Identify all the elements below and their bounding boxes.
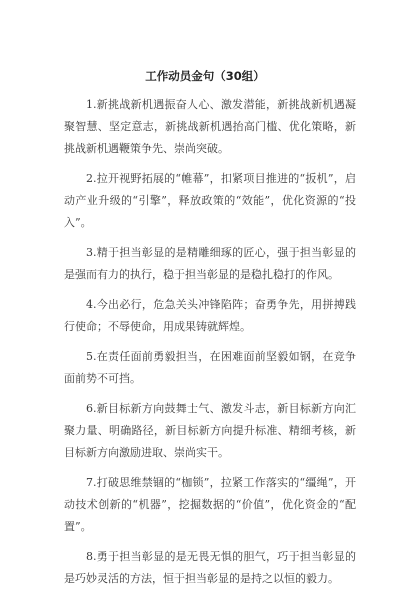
document-body (64, 94, 356, 598)
paragraph-4: 4.今出必行，危急关头冲锋陷阵；奋勇争先，用拼搏践行使命；不辱使命，用成果铸就辉煌。 (64, 298, 356, 333)
paragraph-1: 1.新挑战新机遇振奋人心、激发潜能，新挑战新机遇凝聚智慧、坚定意志，新挑战新机遇抬高门槛、优化策略，新挑战新机遇鞭策争先、崇尚突破。 (64, 98, 356, 155)
paragraph-8: 8.勇于担当彰显的是无畏无惧的胆气，巧于担当彰显的是巧妙灵活的方法，恒于担当彰显的是持之以恒的毅力。 (64, 550, 356, 585)
document-title: 工作动员金句（30组） (145, 69, 265, 83)
paragraph-5: 5.在责任面前勇毅担当，在困难面前坚毅如钢，在竞争面前势不可挡。 (64, 350, 356, 385)
paragraph-6: 6.新目标新方向鼓舞士气、激发斗志，新目标新方向汇聚力量、明确路径，新目标新方向提升标准、精细考核，新目标新方向激励进取、崇尚实干。 (64, 402, 356, 459)
paragraph-7: 7.打破思维禁锢的“枷锁”，拉紧工作落实的“缰绳”，开动技术创新的“机器”，挖掘数据的“价值”，优化资金的“配置”。 (64, 476, 356, 533)
paragraph-3: 3.精于担当彰显的是精雕细琢的匠心，强于担当彰显的是强而有力的执行，稳于担当彰显的是稳扎稳打的作风。 (64, 246, 356, 281)
paragraph-2: 2.拉开视野拓展的“帷幕”，扣紧项目推进的“扳机”，启动产业升级的“引擎”，释放政策的“效能”，优化资源的“投入”。 (64, 172, 356, 229)
